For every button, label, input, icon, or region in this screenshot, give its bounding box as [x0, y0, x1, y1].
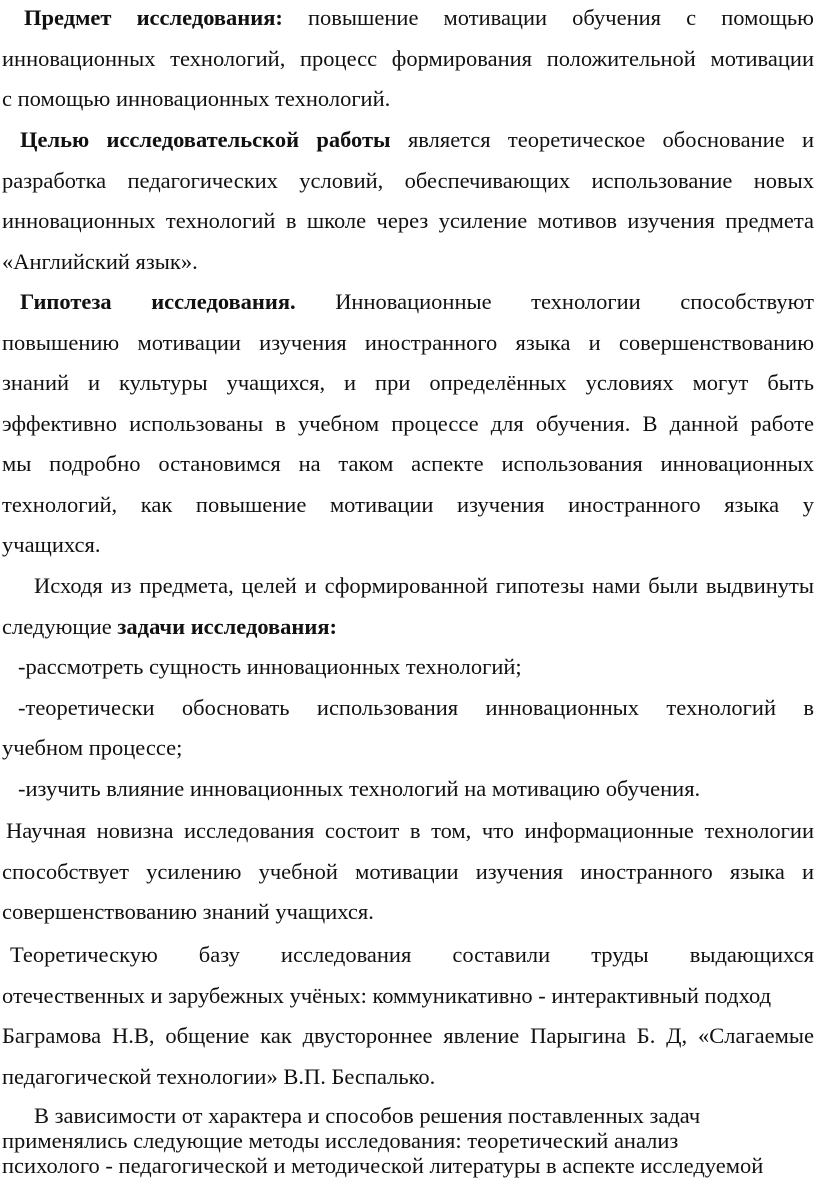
- paragraph-theory-base: [2, 935, 814, 1097]
- paragraph-goal: [2, 120, 814, 282]
- line: применялись следующие методы исследования: теоретический анализ: [2, 1128, 679, 1153]
- line: психолого - педагогической и методической литературы в аспекте исследуемой: [2, 1153, 764, 1178]
- line: с помощью инновационных технологий.: [2, 86, 391, 111]
- line: технологий, как повышение мотивации изучения иностранного языка у: [2, 491, 814, 517]
- paragraph-tasks-intro: [2, 566, 814, 647]
- list-item: -теоретически обосновать использования инновационных технологий в: [18, 694, 814, 720]
- line: Исходя из предмета, целей и сформированной гипотезы нами были выдвинуты: [34, 573, 814, 598]
- heading-tasks: задачи исследования:: [117, 613, 338, 639]
- line: разработка педагогических условий, обеспечивающих использование новых: [2, 167, 814, 193]
- line: В зависимости от характера и способов решения поставленных задач: [34, 1103, 701, 1128]
- task-list: [2, 647, 814, 809]
- list-item: -рассмотреть сущность инновационных технологий;: [18, 654, 522, 679]
- line: «Английский язык».: [2, 248, 198, 274]
- line: Гипотеза исследования. Инновационные технологии способствуют: [20, 289, 815, 314]
- line: инновационных технологий в школе через усиление мотивов изучения предмета: [2, 208, 814, 233]
- line: совершенствованию знаний учащихся.: [2, 899, 374, 924]
- line: мы подробно остановимся на таком аспекте использования инновационных: [2, 451, 814, 476]
- line: эффективно использованы в учебном процессе для обучения. В данной работе: [2, 410, 814, 436]
- heading-goal: Целью исследовательской работы: [20, 127, 391, 152]
- heading-hypothesis: Гипотеза исследования.: [20, 289, 296, 314]
- heading-subject: Предмет исследования:: [24, 5, 283, 30]
- paragraph-novelty: [2, 811, 814, 933]
- line: отечественных и зарубежных учёных: коммуникативно - интерактивный подход: [2, 982, 772, 1008]
- line: знаний и культуры учащихся, и при определённых условиях могут быть: [2, 370, 814, 395]
- line: Баграмова Н.В, общение как двустороннее явление Парыгина Б. Д, «Слагаемые: [2, 1023, 814, 1048]
- line: Целью исследовательской работы является теоретическое обоснование и: [20, 127, 815, 152]
- line: инновационных технологий, процесс формирования положительной мотивации: [2, 45, 814, 71]
- paragraph-methods: [2, 1103, 814, 1178]
- paragraph-hypothesis: [2, 282, 814, 566]
- line: учащихся.: [2, 532, 101, 557]
- line: способствует усилению учебной мотивации изучения иностранного языка и: [2, 858, 814, 884]
- line: педагогической технологии» В.П. Беспалько.: [2, 1063, 436, 1089]
- line: Научная новизна исследования состоит в том, что информационные технологии: [6, 818, 814, 843]
- paragraph-subject: [2, 0, 814, 120]
- list-item: -изучить влияние инновационных технологий на мотивацию обучения.: [18, 775, 701, 801]
- line: следующие задачи исследования:: [2, 613, 338, 639]
- line: Теоретическую базу исследования составили труды выдающихся: [10, 942, 814, 967]
- line: Предмет исследования: повышение мотивации обучения с помощью: [24, 5, 814, 30]
- list-item-continuation: учебном процессе;: [2, 735, 183, 760]
- line: повышению мотивации изучения иностранного языка и совершенствованию: [2, 329, 814, 355]
